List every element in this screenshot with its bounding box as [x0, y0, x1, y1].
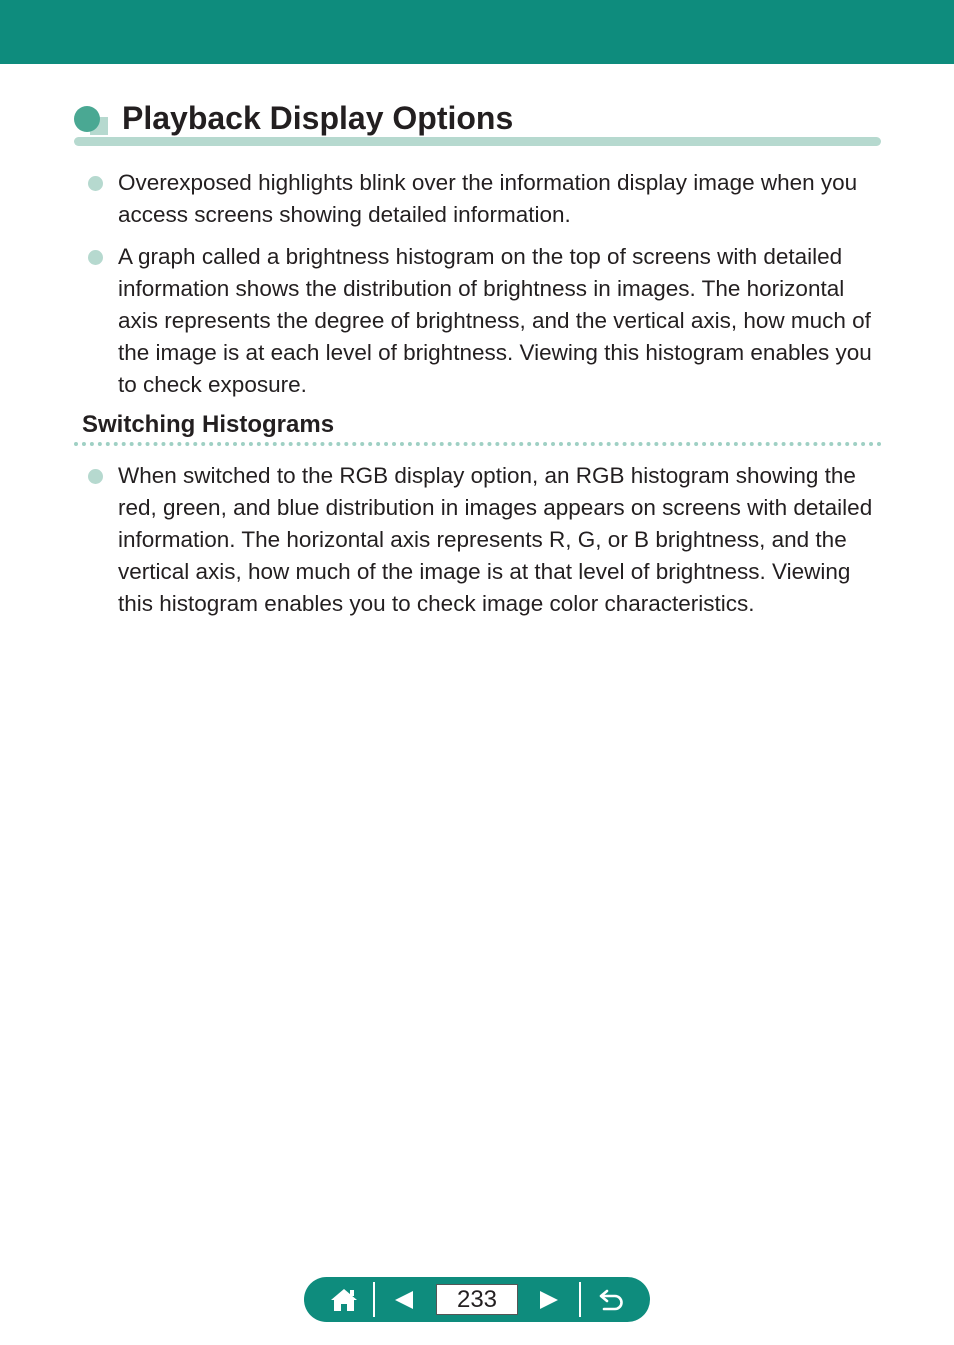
list-item: [88, 167, 878, 231]
title-underline: [74, 137, 881, 146]
nav-separator: [373, 1282, 375, 1317]
page-title: Playback Display Options: [122, 100, 514, 136]
list-item: [88, 241, 878, 401]
bullet-text: Overexposed highlights blink over the information display image when you access screens showing detailed information.: [118, 170, 858, 227]
section-header: [74, 96, 882, 148]
nav-separator: [579, 1282, 581, 1317]
top-banner: [0, 0, 954, 64]
subsection-divider: [74, 442, 882, 446]
list-item: [88, 460, 878, 620]
previous-arrow-icon: [393, 1290, 415, 1310]
bullet-dot-icon: [88, 250, 103, 265]
return-icon: [598, 1288, 626, 1312]
section-marker-icon: [74, 100, 110, 136]
home-icon: [330, 1287, 358, 1313]
next-page-button[interactable]: [520, 1277, 578, 1322]
page-navigation-bar: [304, 1277, 650, 1322]
next-arrow-icon: [538, 1290, 560, 1310]
bullet-text: When switched to the RGB display option, an RGB histogram showing the red, green, and blue distribution in images appears on screens with detailed information. The horizontal axis represents R, G, or B brightness, and the vertical axis, how much of the image is at that level of brightness. Viewing this histogram enables you to check image color characteristics.: [118, 463, 873, 616]
return-button[interactable]: [582, 1277, 642, 1322]
subsection-title: Switching Histograms: [82, 411, 335, 438]
previous-page-button[interactable]: [376, 1277, 432, 1322]
home-button[interactable]: [314, 1277, 374, 1322]
bullet-text: A graph called a brightness histogram on the top of screens with detailed information shows the distribution of brightness in images. The horizontal axis represents the degree of brightness, and the vertical axis, how much of the image is at each level of brightness. Viewing this histogram enables you to check exposure.: [118, 244, 872, 397]
page-number: 233: [436, 1284, 518, 1315]
bullet-dot-icon: [88, 469, 103, 484]
bullet-dot-icon: [88, 176, 103, 191]
